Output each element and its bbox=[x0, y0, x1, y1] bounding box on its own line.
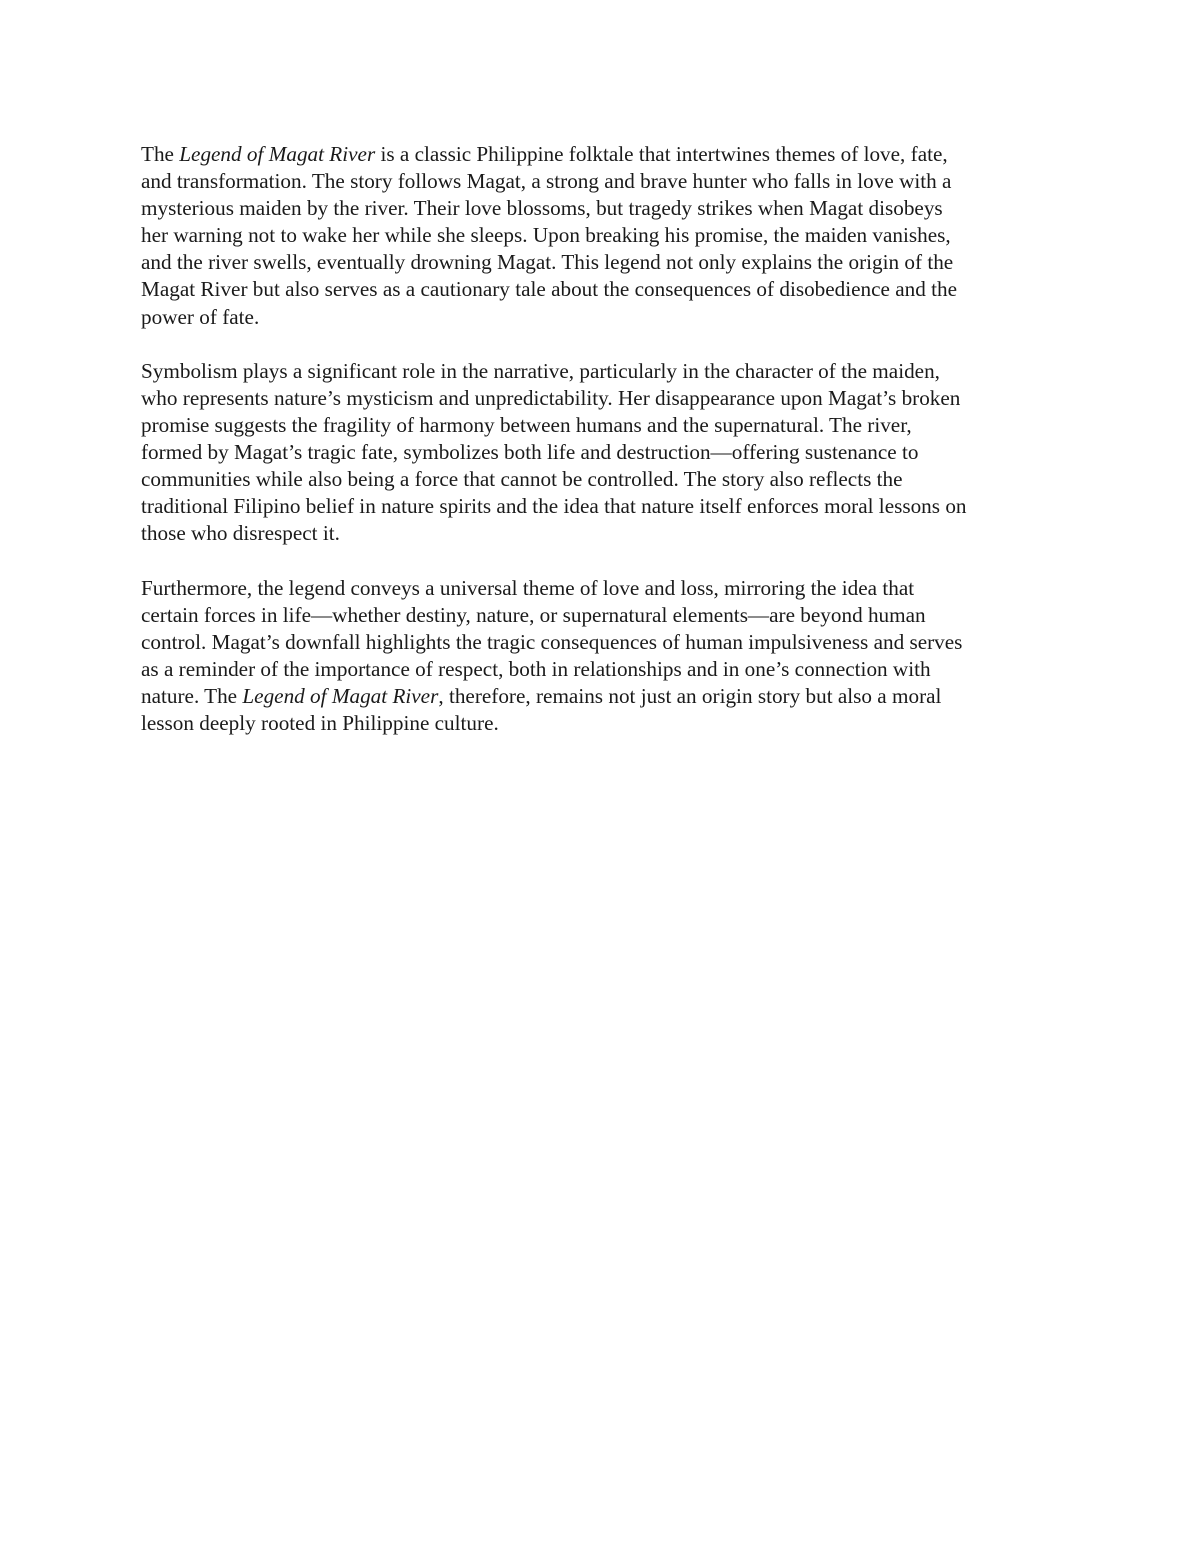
paragraph-conclusion bbox=[141, 575, 1066, 738]
text-line: promise suggests the fragility of harmony between humans and the supernatural. The river, bbox=[141, 412, 912, 437]
italic-title: Legend of Magat River bbox=[242, 683, 439, 708]
text-line: traditional Filipino belief in nature spirits and the idea that nature itself enforces moral lessons on bbox=[141, 494, 967, 519]
italic-title: Legend of Magat River bbox=[179, 142, 376, 166]
text-line: formed by Magat’s tragic fate, symbolizes both life and destruction—offering sustenance to bbox=[141, 440, 919, 465]
text-line: Magat River but also serves as a cautionary tale about the consequences of disobedience and the bbox=[141, 277, 958, 302]
text-line: and transformation. The story follows Magat, a strong and brave hunter who falls in love with a bbox=[141, 169, 952, 194]
text-line: control. Magat’s downfall highlights the tragic consequences of human impulsiveness and serves bbox=[141, 629, 963, 654]
text-span: is a classic Philippine folktale that intertwines themes of love, fate, bbox=[375, 142, 948, 166]
text-line: mysterious maiden by the river. Their love blossoms, but tragedy strikes when Magat disobeys bbox=[141, 196, 943, 221]
text-line: Furthermore, the legend conveys a universal theme of love and loss, mirroring the idea that bbox=[141, 575, 915, 600]
paragraph-symbolism bbox=[141, 358, 1066, 548]
text-line: and the river swells, eventually drowning Magat. This legend not only explains the origin of the bbox=[141, 250, 954, 275]
text-line: communities while also being a force that cannot be controlled. The story also reflects the bbox=[141, 467, 903, 492]
text-line bbox=[141, 683, 1066, 710]
text-line: lesson deeply rooted in Philippine culture. bbox=[141, 710, 499, 735]
text-span: The bbox=[141, 142, 180, 166]
text-line: those who disrespect it. bbox=[141, 521, 340, 546]
text-line: as a reminder of the importance of respect, both in relationships and in one’s connection with bbox=[141, 656, 931, 681]
text-span: nature. The bbox=[141, 683, 243, 708]
text-line: certain forces in life—whether destiny, nature, or supernatural elements—are beyond human bbox=[141, 602, 926, 627]
text-line: power of fate. bbox=[141, 304, 260, 329]
text-line: who represents nature’s mysticism and unpredictability. Her disappearance upon Magat’s broken bbox=[141, 385, 961, 410]
paragraph-intro bbox=[141, 141, 1066, 331]
text-line: her warning not to wake her while she sleeps. Upon breaking his promise, the maiden vanishes, bbox=[141, 223, 951, 248]
document-body bbox=[141, 141, 1066, 764]
text-line bbox=[141, 141, 1066, 168]
text-span: , therefore, remains not just an origin story but also a moral bbox=[438, 683, 942, 708]
text-line: Symbolism plays a significant role in the narrative, particularly in the character of the maiden, bbox=[141, 358, 940, 383]
